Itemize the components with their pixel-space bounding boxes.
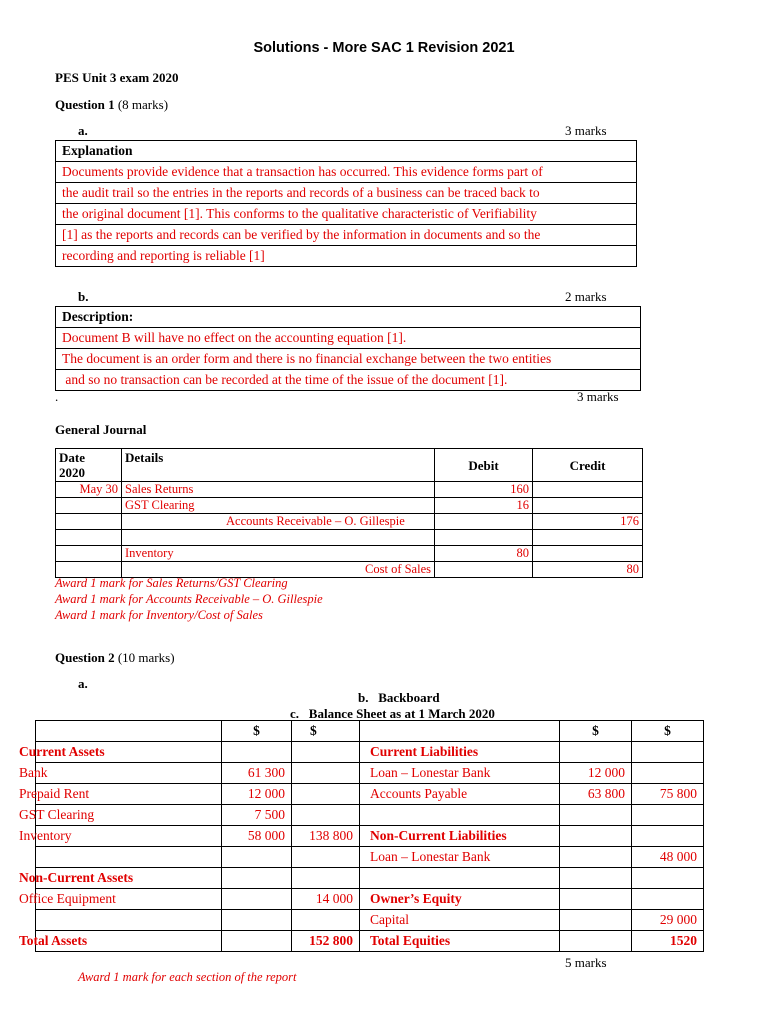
asset-total	[292, 763, 360, 784]
balance-sheet-row	[36, 763, 704, 784]
equity-total: 1520	[632, 931, 704, 952]
asset-label: Bank	[19, 763, 205, 784]
journal-debit-header: Debit	[435, 449, 533, 482]
equity-total	[632, 889, 704, 910]
q2-heading	[55, 650, 175, 666]
equity-amount	[560, 889, 632, 910]
asset-label: Current Assets	[19, 742, 205, 763]
balance-sheet-row	[36, 847, 704, 868]
equity-label: Accounts Payable	[360, 784, 560, 805]
equity-total: 29 000	[632, 910, 704, 931]
equity-label: Loan – Lonestar Bank	[360, 763, 560, 784]
asset-total	[292, 868, 360, 889]
q2a-label: a.	[78, 676, 88, 691]
q1c-dot: .	[55, 389, 59, 404]
equity-label: Loan – Lonestar Bank	[360, 847, 560, 868]
asset-label: GST Clearing	[19, 805, 205, 826]
balance-sheet-row	[36, 805, 704, 826]
equity-amount	[560, 847, 632, 868]
asset-total	[292, 742, 360, 763]
q1a-answer-box	[55, 140, 637, 267]
equity-label: Capital	[360, 910, 560, 931]
bs-header-blank	[360, 721, 560, 742]
award-note: Award 1 mark for Accounts Receivable – O. Gillespie	[55, 592, 323, 606]
balance-sheet-row	[36, 868, 704, 889]
asset-amount: 58 000	[222, 826, 292, 847]
asset-amount	[222, 868, 292, 889]
balance-sheet-row	[36, 826, 704, 847]
q1b-marks: 2 marks	[565, 289, 607, 304]
currency-symbol: $	[560, 721, 632, 742]
currency-symbol: $	[222, 721, 292, 742]
q1b-line: The document is an order form and there is no financial exchange between the two entities	[56, 349, 641, 370]
q2-marks-after: 5 marks	[565, 955, 607, 970]
q2-title: Question 2	[55, 650, 115, 665]
asset-amount	[222, 910, 292, 931]
asset-label: Total Assets	[19, 931, 205, 952]
q1-title: Question 1	[55, 97, 115, 112]
asset-total	[292, 847, 360, 868]
award-note: Award 1 mark for Inventory/Cost of Sales	[55, 608, 263, 622]
balance-sheet-row	[36, 889, 704, 910]
q1a-header: Explanation	[56, 141, 637, 162]
asset-amount: 7 500	[222, 805, 292, 826]
award-note: Award 1 mark for each section of the report	[78, 970, 297, 984]
q1a-line: the audit trail so the entries in the reports and records of a business can be traced back to	[56, 183, 637, 204]
q1b-line: and so no transaction can be recorded at the time of the issue of the document [1].	[56, 370, 641, 391]
journal-date-header: Date 2020	[56, 449, 122, 482]
exam-heading: PES Unit 3 exam 2020	[55, 70, 179, 85]
asset-amount	[222, 742, 292, 763]
q1a-line: [1] as the reports and records can be verified by the information in documents and so the	[56, 225, 637, 246]
equity-total: 48 000	[632, 847, 704, 868]
q1a-line: the original document [1]. This conforms to the qualitative characteristic of Verifiability	[56, 204, 637, 225]
balance-sheet-row	[36, 910, 704, 931]
asset-total: 14 000	[292, 889, 360, 910]
equity-amount	[560, 742, 632, 763]
q1-marks: (8 marks)	[117, 97, 169, 112]
journal-row: Cost of Sales 80	[56, 562, 643, 578]
asset-amount	[222, 931, 292, 952]
equity-label: Total Equities	[360, 931, 560, 952]
q2b-heading: b. Backboard	[358, 690, 440, 705]
equity-amount: 12 000	[560, 763, 632, 784]
page-title: Solutions - More SAC 1 Revision 2021	[253, 40, 515, 56]
balance-sheet-title: c. Balance Sheet as at 1 March 2020	[290, 706, 495, 721]
asset-label: Inventory	[19, 826, 205, 847]
q1b-label: b.	[78, 289, 89, 304]
equity-label: Current Liabilities	[360, 742, 560, 763]
asset-label: Non-Current Assets	[19, 868, 205, 889]
q2-marks: (10 marks)	[117, 650, 175, 665]
equity-total	[632, 805, 704, 826]
equity-label: Non-Current Liabilities	[360, 826, 560, 847]
bs-header-blank	[36, 721, 222, 742]
q1b-answer-box	[55, 306, 641, 391]
asset-label: Prepaid Rent	[19, 784, 205, 805]
journal-header-row	[56, 449, 643, 482]
q1c-marks: 3 marks	[577, 389, 619, 404]
balance-sheet-row	[36, 931, 704, 952]
equity-amount	[560, 931, 632, 952]
journal-credit-header: Credit	[533, 449, 643, 482]
q1-heading	[55, 97, 168, 113]
equity-label	[360, 805, 560, 826]
q1a-line: Documents provide evidence that a transaction has occurred. This evidence forms part of	[56, 162, 637, 183]
equity-amount: 63 800	[560, 784, 632, 805]
journal-row: May 30 Sales Returns 160	[56, 482, 643, 498]
asset-amount	[222, 889, 292, 910]
q1a-label: a.	[78, 123, 88, 138]
equity-total: 75 800	[632, 784, 704, 805]
q1a-line: recording and reporting is reliable [1]	[56, 246, 637, 267]
equity-total	[632, 763, 704, 784]
equity-amount	[560, 910, 632, 931]
asset-total	[292, 910, 360, 931]
equity-amount	[560, 868, 632, 889]
q1b-header: Description:	[56, 307, 641, 328]
general-journal-table	[55, 448, 643, 578]
asset-label	[19, 847, 205, 868]
journal-row: GST Clearing 16	[56, 498, 643, 514]
q1b-line: Document B will have no effect on the accounting equation [1].	[56, 328, 641, 349]
balance-sheet-row	[36, 784, 704, 805]
equity-amount	[560, 805, 632, 826]
asset-total: 138 800	[292, 826, 360, 847]
equity-total	[632, 742, 704, 763]
asset-amount	[222, 847, 292, 868]
asset-amount: 61 300	[222, 763, 292, 784]
journal-row: Accounts Receivable – O. Gillespie 176	[56, 514, 643, 530]
asset-amount: 12 000	[222, 784, 292, 805]
asset-label: Office Equipment	[19, 889, 205, 910]
currency-symbol: $	[632, 721, 704, 742]
journal-row	[56, 530, 643, 546]
q1a-marks: 3 marks	[565, 123, 607, 138]
equity-total	[632, 826, 704, 847]
journal-details-header: Details	[122, 449, 435, 482]
balance-sheet-header-row	[36, 721, 704, 742]
asset-total	[292, 784, 360, 805]
balance-sheet-row	[36, 742, 704, 763]
equity-amount	[560, 826, 632, 847]
equity-total	[632, 868, 704, 889]
general-journal-heading: General Journal	[55, 422, 147, 437]
equity-label	[360, 868, 560, 889]
award-note: Award 1 mark for Sales Returns/GST Clearing	[55, 576, 288, 590]
asset-total: 152 800	[292, 931, 360, 952]
asset-total	[292, 805, 360, 826]
currency-symbol: $	[292, 721, 360, 742]
journal-row: Inventory 80	[56, 546, 643, 562]
asset-label	[19, 910, 205, 931]
balance-sheet-table	[19, 720, 704, 952]
equity-label: Owner’s Equity	[360, 889, 560, 910]
